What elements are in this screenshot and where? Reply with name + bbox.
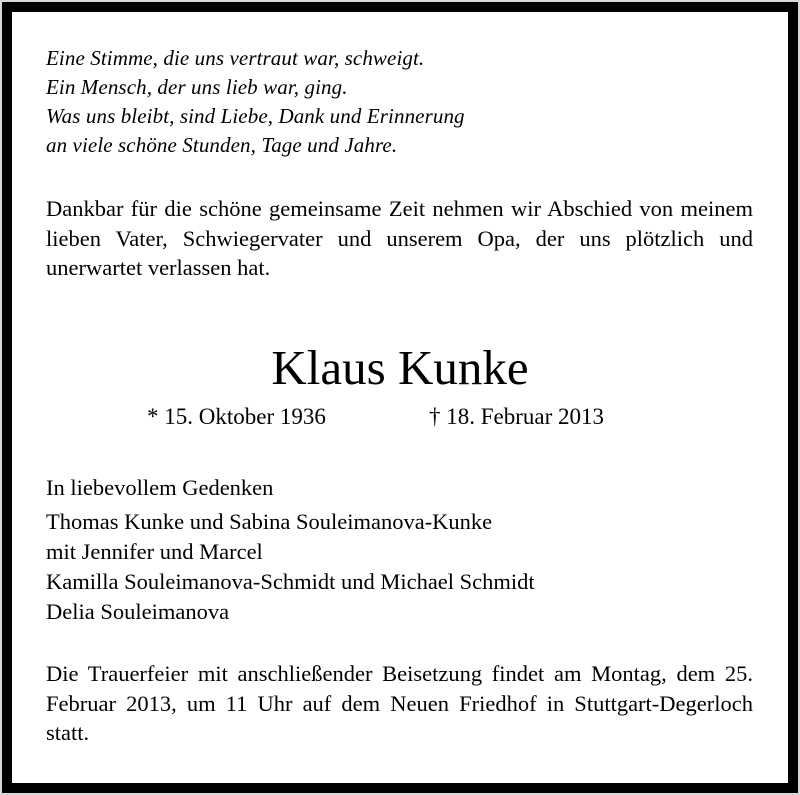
memorial-poem <box>46 44 465 160</box>
funeral-service-info: Die Trauerfeier mit anschließender Beisetzung findet am Montag, dem 25. Februar 2013, um 11 Uhr auf dem Neuen Friedhof in Stuttgart-Degerloch statt. <box>46 661 753 745</box>
mourner-line: mit Jennifer und Marcel <box>46 539 263 564</box>
mourner-line: Delia Souleimanova <box>46 599 230 624</box>
poem-line: Was uns bleibt, sind Liebe, Dank und Erinnerung <box>46 104 465 128</box>
mourner-line: Thomas Kunke und Sabina Souleimanova-Kunke <box>46 509 493 534</box>
birth-date: * 15. Oktober 1936 <box>147 404 326 429</box>
mourner-line: Kamilla Souleimanova-Schmidt und Michael Schmidt <box>46 569 535 594</box>
death-date: † 18. Februar 2013 <box>429 404 605 429</box>
mourners-heading: In liebevollem Gedenken <box>46 475 274 500</box>
poem-line: Ein Mensch, der uns lieb war, ging. <box>46 75 348 99</box>
intro-paragraph: Dankbar für die schöne gemeinsame Zeit nehmen wir Abschied von meinem lieben Vater, Schwiegervater und unserem Opa, der uns plötzlich und unerwartet verlassen hat. <box>46 196 753 280</box>
poem-line: an viele schöne Stunden, Tage und Jahre. <box>46 133 398 157</box>
poem-line: Eine Stimme, die uns vertraut war, schweigt. <box>46 46 425 70</box>
deceased-name: Klaus Kunke <box>271 340 529 395</box>
mourners-section <box>46 473 535 627</box>
